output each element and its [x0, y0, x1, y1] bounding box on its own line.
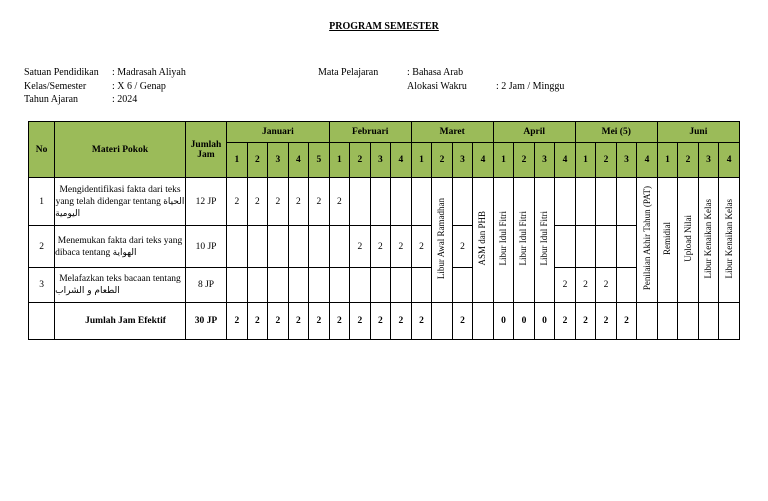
cell: [411, 268, 432, 303]
cell: [391, 268, 412, 303]
total-cell: 0: [514, 303, 535, 340]
vertical-label-cell: [719, 178, 740, 303]
cell: [411, 178, 432, 226]
info-label-mapel: Mata Pelajaran: [318, 67, 379, 78]
row-no: 1: [29, 178, 55, 226]
cell: [350, 178, 371, 226]
row-materi: [55, 178, 186, 226]
cell: [555, 226, 576, 268]
header-week: 3: [370, 143, 391, 178]
total-cell: 0: [534, 303, 555, 340]
total-cell: 2: [370, 303, 391, 340]
row-jam: 12 JP: [185, 178, 226, 226]
header-week: 3: [534, 143, 555, 178]
cell: [288, 226, 309, 268]
total-cell: [719, 303, 740, 340]
header-week: 1: [493, 143, 514, 178]
header-week: 2: [432, 143, 453, 178]
row-no: 3: [29, 268, 55, 303]
cell: [268, 226, 289, 268]
header-week: 4: [555, 143, 576, 178]
total-row: [29, 303, 740, 340]
info-value-alokasi: : 2 Jam / Minggu: [496, 81, 565, 92]
cell: 2: [411, 226, 432, 268]
row-materi-text: Melafazkan teks bacaan tentang: [59, 274, 181, 284]
vertical-label-cell: [678, 178, 699, 303]
cell: [329, 226, 350, 268]
cell: 2: [575, 268, 596, 303]
header-week: 5: [309, 143, 330, 178]
vertical-label-cell: [657, 178, 678, 303]
table-row: [29, 226, 740, 268]
header-week: 2: [350, 143, 371, 178]
cell: 2: [329, 178, 350, 226]
cell: [227, 268, 248, 303]
cell: [391, 178, 412, 226]
row-jam: 8 JP: [185, 268, 226, 303]
total-cell: 2: [452, 303, 473, 340]
info-value-satuan: : Madrasah Aliyah: [112, 67, 186, 78]
cell: [555, 178, 576, 226]
cell: 2: [370, 226, 391, 268]
cell: [452, 268, 473, 303]
total-cell: [637, 303, 658, 340]
total-cell: 2: [247, 303, 268, 340]
total-cell: 2: [411, 303, 432, 340]
vertical-label-cell: [432, 178, 453, 303]
header-month-juni: Juni: [657, 122, 739, 143]
cell: [268, 268, 289, 303]
total-cell: [698, 303, 719, 340]
header-week: 3: [698, 143, 719, 178]
table-row: [29, 178, 740, 226]
vertical-label-cell: [698, 178, 719, 303]
total-cell: 2: [391, 303, 412, 340]
vertical-label: ASM dan PHB: [477, 211, 488, 266]
header-week: 2: [514, 143, 535, 178]
row-materi-text: Menemukan fakta dari teks yang dibaca tentang: [55, 235, 183, 258]
vertical-label: Libur Kenaikan Kelas: [703, 198, 714, 279]
header-week: 2: [596, 143, 617, 178]
row-materi: [55, 226, 186, 268]
total-cell: [473, 303, 494, 340]
row-no: 2: [29, 226, 55, 268]
vertical-label-cell: [493, 178, 514, 303]
cell: [370, 268, 391, 303]
cell: 2: [391, 226, 412, 268]
vertical-label: Libur Idul Fitri: [538, 211, 549, 266]
cell: 2: [309, 178, 330, 226]
header-jumlah: Jumlah Jam: [185, 122, 226, 178]
schedule-table: [28, 121, 740, 340]
cell: 2: [555, 268, 576, 303]
cell: [309, 268, 330, 303]
total-no: [29, 303, 55, 340]
total-cell: 2: [555, 303, 576, 340]
vertical-label-cell: [637, 178, 658, 303]
row-materi-arabic: الهواية: [112, 247, 137, 258]
cell: 2: [452, 226, 473, 268]
cell: [452, 178, 473, 226]
cell: [350, 268, 371, 303]
header-week: 3: [268, 143, 289, 178]
header-week: 1: [657, 143, 678, 178]
cell: [247, 268, 268, 303]
cell: [247, 226, 268, 268]
cell: [227, 226, 248, 268]
vertical-label-cell: [473, 178, 494, 303]
header-week: 2: [678, 143, 699, 178]
vertical-label: Remidial: [662, 222, 673, 255]
cell: 2: [227, 178, 248, 226]
cell: 2: [596, 268, 617, 303]
info-value-tahun: : 2024: [112, 94, 138, 105]
total-cell: [678, 303, 699, 340]
row-jam: 10 JP: [185, 226, 226, 268]
cell: 2: [268, 178, 289, 226]
header-week: 4: [719, 143, 740, 178]
info-label-alokasi: Alokasi Wakru: [407, 81, 467, 92]
header-month-april: April: [493, 122, 575, 143]
header-week: 3: [616, 143, 637, 178]
vertical-label: Penilaian Akhir Tahun (PAT): [641, 186, 652, 291]
header-month-januari: Januari: [227, 122, 330, 143]
cell: [596, 226, 617, 268]
header-week: 3: [452, 143, 473, 178]
total-cell: 2: [350, 303, 371, 340]
header-month-maret: Maret: [411, 122, 493, 143]
total-cell: 2: [309, 303, 330, 340]
cell: [329, 268, 350, 303]
cell: [370, 178, 391, 226]
cell: [575, 178, 596, 226]
cell: 2: [288, 178, 309, 226]
cell: [575, 226, 596, 268]
total-cell: 2: [575, 303, 596, 340]
cell: 2: [350, 226, 371, 268]
info-label-satuan: Satuan Pendidikan: [24, 67, 99, 78]
row-materi-text: Mengidentifikasi fakta dari teks yang telah didengar tentang: [55, 184, 181, 207]
header-week: 4: [391, 143, 412, 178]
cell: 2: [247, 178, 268, 226]
header-week: 1: [329, 143, 350, 178]
header-materi: Materi Pokok: [55, 122, 186, 178]
total-cell: 2: [616, 303, 637, 340]
cell: [288, 268, 309, 303]
header-week: 2: [247, 143, 268, 178]
row-materi-arabic: الطعام و الشراب: [55, 286, 120, 296]
header-week: 1: [411, 143, 432, 178]
row-materi-arabic: الحياة اليومية: [55, 196, 185, 219]
header-no: No: [29, 122, 55, 178]
total-cell: 2: [596, 303, 617, 340]
info-label-kelas: Kelas/Semester: [24, 81, 87, 92]
header-week: 1: [227, 143, 248, 178]
total-cell: 2: [268, 303, 289, 340]
cell: [616, 226, 637, 268]
vertical-label-cell: [514, 178, 535, 303]
page-title: PROGRAM SEMESTER: [329, 21, 439, 32]
info-value-mapel: : Bahasa Arab: [407, 67, 464, 78]
info-label-tahun: Tahun Ajaran: [24, 94, 79, 105]
total-cell: [432, 303, 453, 340]
total-jam: 30 JP: [185, 303, 226, 340]
vertical-label: Libur Kenaikan Kelas: [723, 198, 734, 279]
header-month-februari: Februari: [329, 122, 411, 143]
vertical-label: Libur Idul Fitri: [497, 211, 508, 266]
total-label: Jumlah Jam Efektif: [55, 303, 186, 340]
vertical-label: Upload Nilai: [682, 215, 693, 262]
header-week: 1: [575, 143, 596, 178]
vertical-label: Libur Awal Ramadhan: [436, 197, 447, 280]
cell: [309, 226, 330, 268]
cell: [616, 178, 637, 226]
vertical-label: Libur Idul Fitri: [518, 211, 529, 266]
row-materi: [55, 268, 186, 303]
header-week: 4: [637, 143, 658, 178]
total-cell: 2: [288, 303, 309, 340]
total-cell: 2: [227, 303, 248, 340]
header-week: 4: [288, 143, 309, 178]
table-row: [29, 268, 740, 303]
vertical-label-cell: [534, 178, 555, 303]
cell: [596, 178, 617, 226]
total-cell: 2: [329, 303, 350, 340]
total-cell: 0: [493, 303, 514, 340]
header-week: 4: [473, 143, 494, 178]
info-value-kelas: : X 6 / Genap: [112, 81, 166, 92]
total-cell: [657, 303, 678, 340]
header-month-mei: Mei (5): [575, 122, 657, 143]
